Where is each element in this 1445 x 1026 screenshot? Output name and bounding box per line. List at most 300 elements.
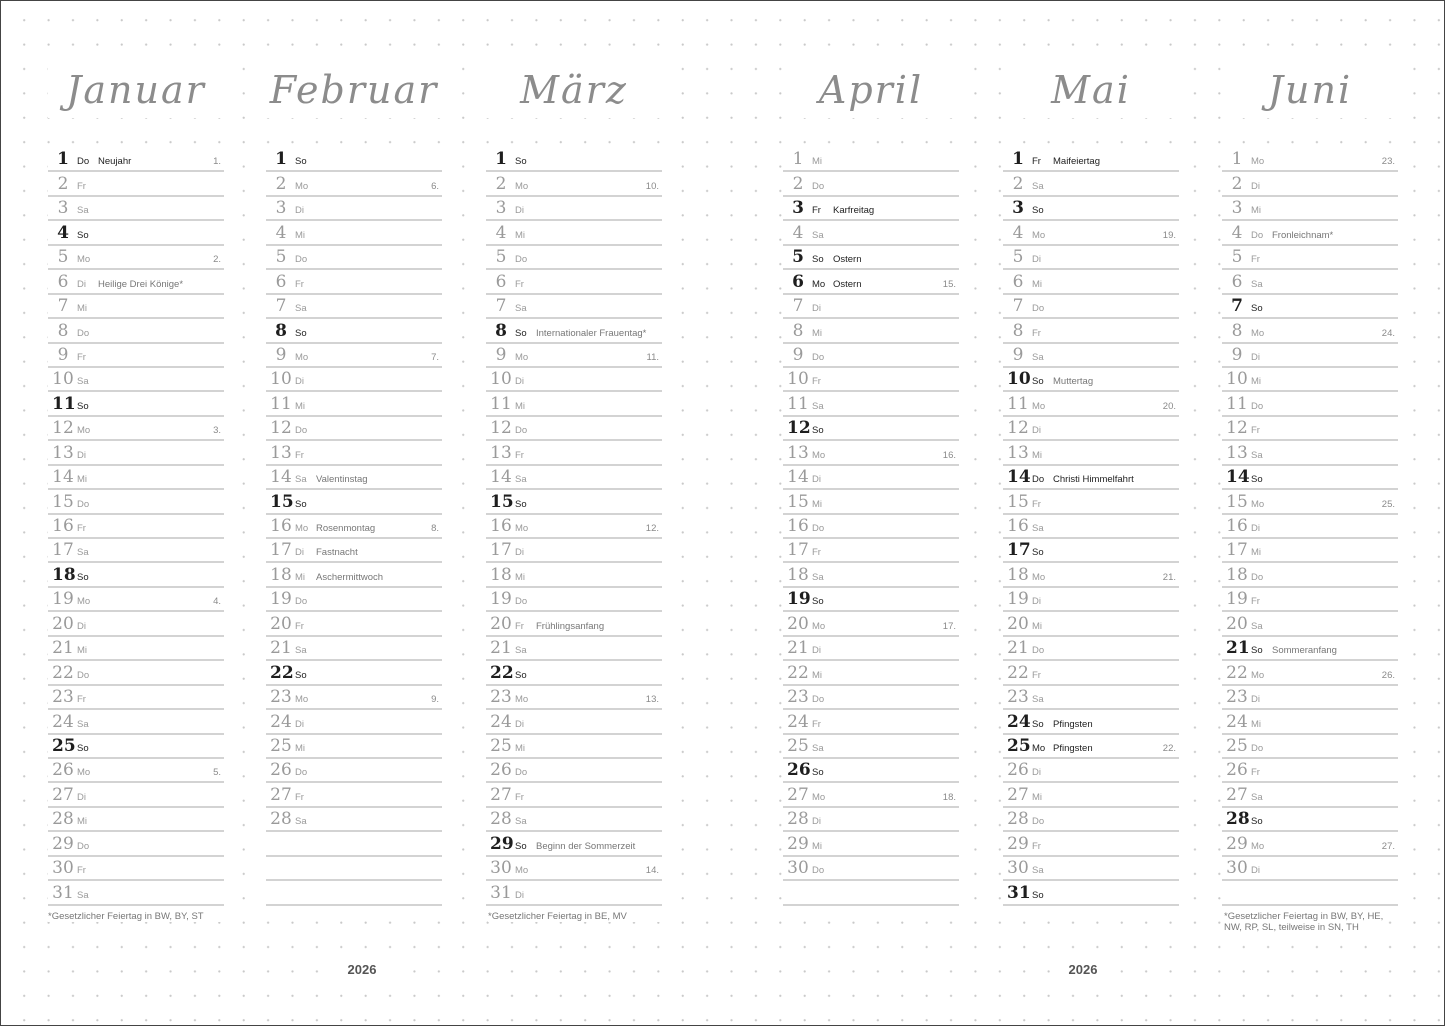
day-number: 24 [52, 711, 74, 732]
weekday-abbrev: Do [812, 180, 825, 192]
weekday-abbrev: Fr [1032, 327, 1041, 339]
day-row [486, 588, 662, 612]
weekday-abbrev: Do [515, 425, 528, 437]
day-number: 10 [270, 369, 292, 390]
day-number: 27 [52, 784, 74, 805]
day-number: 24 [490, 711, 512, 732]
day-row [783, 563, 959, 587]
weekday-abbrev: Mo [1032, 571, 1046, 583]
day-number: 7 [495, 296, 507, 317]
day-row [266, 612, 442, 636]
day-row [1003, 832, 1179, 856]
day-number: 1 [495, 149, 507, 170]
weekday-abbrev: Mo [515, 865, 529, 877]
weekday-abbrev: Fr [77, 865, 86, 877]
day-number: 20 [52, 613, 74, 634]
day-number: 15 [1007, 491, 1029, 512]
holiday-label: Fastnacht [316, 547, 358, 559]
day-number: 26 [1226, 760, 1248, 781]
day-number: 10 [490, 369, 512, 390]
day-number: 8 [495, 320, 507, 341]
day-number: 26 [490, 760, 512, 781]
weekday-abbrev: Mo [295, 351, 309, 363]
day-row [48, 246, 224, 270]
day-number: 2 [57, 173, 69, 194]
day-row [48, 515, 224, 539]
day-number: 9 [1012, 344, 1024, 365]
day-number: 22 [52, 662, 74, 683]
day-number: 19 [787, 589, 811, 610]
weekday-abbrev: Mi [812, 156, 823, 168]
weekday-abbrev: Di [295, 718, 304, 730]
weekday-abbrev: So [812, 767, 824, 779]
day-number: 23 [787, 687, 809, 708]
day-number: 12 [490, 418, 512, 439]
day-row [783, 246, 959, 270]
weekday-abbrev: Do [1251, 742, 1264, 754]
day-row [1222, 441, 1398, 465]
day-row [266, 246, 442, 270]
weekday-abbrev: Mi [1251, 376, 1262, 388]
weekday-abbrev: Mi [295, 742, 306, 754]
holiday-label: Sommeranfang [1272, 645, 1337, 657]
weekday-abbrev: Sa [77, 376, 89, 388]
day-row [1222, 392, 1398, 416]
day-row [266, 490, 442, 514]
day-row [1222, 637, 1398, 661]
weekday-abbrev: So [295, 669, 307, 681]
day-row [1222, 612, 1398, 636]
day-row [486, 270, 662, 294]
day-row [1003, 881, 1179, 905]
weekday-abbrev: Mo [295, 523, 309, 534]
weekday-abbrev: Do [77, 840, 90, 852]
weekday-abbrev: Do [1251, 400, 1264, 412]
weekday-abbrev: Mi [812, 498, 823, 510]
day-row [1222, 344, 1398, 368]
day-number: 2 [495, 173, 507, 194]
week-number: 23. [1381, 156, 1395, 168]
day-row [48, 197, 224, 221]
day-row [486, 392, 662, 416]
day-number: 30 [52, 858, 74, 879]
week-number: 16. [942, 449, 956, 461]
holiday-label: Fronleichnam* [1272, 229, 1334, 241]
day-list [783, 148, 959, 906]
day-row [266, 637, 442, 661]
weekday-abbrev: Di [515, 547, 524, 559]
day-row [1003, 221, 1179, 245]
day-row [48, 344, 224, 368]
weekday-abbrev: Sa [515, 303, 527, 315]
weekday-abbrev: Mi [1251, 205, 1262, 217]
day-row [783, 637, 959, 661]
day-row [48, 295, 224, 319]
day-number: 30 [1226, 858, 1248, 879]
day-list [1003, 148, 1179, 906]
day-row [486, 881, 662, 905]
weekday-abbrev: Do [1251, 571, 1264, 583]
day-row [48, 612, 224, 636]
week-number: 13. [645, 694, 659, 706]
weekday-abbrev: Do [295, 767, 308, 779]
day-row [48, 539, 224, 563]
month-title: Mai [1003, 62, 1179, 118]
day-number: 27 [490, 784, 512, 805]
day-row [266, 515, 442, 539]
day-row [783, 661, 959, 685]
day-row [1003, 637, 1179, 661]
day-row [783, 221, 959, 245]
day-number: 22 [490, 662, 514, 683]
day-number: 4 [1231, 222, 1243, 243]
day-row [266, 881, 442, 905]
weekday-abbrev: Sa [515, 474, 527, 486]
day-row [1003, 539, 1179, 563]
day-row [1222, 857, 1398, 881]
weekday-abbrev: Fr [77, 351, 86, 363]
day-row [266, 197, 442, 221]
day-row [783, 466, 959, 490]
day-row [1222, 368, 1398, 392]
weekday-abbrev: Fr [515, 278, 524, 290]
weekday-abbrev: So [515, 669, 527, 681]
day-row [48, 783, 224, 807]
weekday-abbrev: Do [515, 767, 528, 779]
weekday-abbrev: Mi [812, 327, 823, 339]
day-row [48, 172, 224, 196]
day-number: 18 [490, 564, 512, 585]
weekday-abbrev: So [1251, 303, 1263, 315]
day-row [1003, 246, 1179, 270]
day-number: 12 [787, 418, 811, 439]
day-row [1222, 808, 1398, 832]
day-number: 24 [787, 711, 809, 732]
day-number: 10 [1226, 369, 1248, 390]
day-row [1222, 686, 1398, 710]
day-row [266, 857, 442, 881]
day-number: 16 [1226, 516, 1248, 536]
weekday-abbrev: Di [295, 205, 304, 217]
day-number: 25 [270, 735, 292, 756]
day-number: 23 [1007, 687, 1029, 708]
weekday-abbrev: So [77, 400, 89, 412]
day-number: 26 [787, 760, 811, 781]
holiday-label: Neujahr [98, 156, 132, 168]
weekday-abbrev: Do [1032, 303, 1045, 315]
weekday-abbrev: Mo [1251, 669, 1265, 681]
day-row [48, 417, 224, 441]
weekday-abbrev: Do [812, 694, 825, 706]
day-number: 17 [490, 540, 512, 561]
day-row [1222, 710, 1398, 734]
day-row [48, 686, 224, 710]
weekday-abbrev: Fr [1251, 425, 1260, 437]
day-number: 19 [52, 589, 74, 610]
weekday-abbrev: Fr [295, 278, 304, 290]
day-number: 29 [1007, 833, 1029, 854]
weekday-abbrev: Di [1251, 523, 1260, 534]
day-row [783, 515, 959, 539]
day-number: 30 [1007, 858, 1029, 879]
day-row [48, 808, 224, 832]
week-number: 10. [645, 180, 659, 192]
day-row [266, 417, 442, 441]
day-row [48, 563, 224, 587]
day-number: 10 [1007, 369, 1031, 390]
day-row [1222, 832, 1398, 856]
weekday-abbrev: Mo [515, 694, 529, 706]
day-row [48, 881, 224, 905]
day-row [1222, 246, 1398, 270]
day-row [266, 270, 442, 294]
day-number: 28 [1007, 809, 1029, 830]
weekday-abbrev: Fr [1251, 596, 1260, 608]
weekday-abbrev: Mi [1032, 449, 1043, 461]
day-row [266, 148, 442, 172]
weekday-abbrev: Fr [77, 694, 86, 706]
day-number: 15 [787, 491, 809, 512]
weekday-abbrev: Fr [515, 449, 524, 461]
holiday-label: Pfingsten [1053, 742, 1093, 754]
day-number: 11 [52, 393, 76, 414]
week-number: 25. [1381, 498, 1395, 510]
day-row [486, 319, 662, 343]
weekday-abbrev: Do [295, 254, 308, 266]
day-number: 6 [495, 271, 507, 292]
day-number: 12 [1226, 418, 1248, 439]
weekday-abbrev: Di [77, 620, 86, 632]
weekday-abbrev: Fr [1032, 156, 1041, 168]
weekday-abbrev: So [812, 596, 824, 608]
weekday-abbrev: Mi [77, 303, 88, 315]
day-row [266, 539, 442, 563]
holiday-label: Maifeiertag [1053, 156, 1100, 168]
weekday-abbrev: Di [1251, 351, 1260, 363]
day-row [1222, 221, 1398, 245]
weekday-abbrev: Mo [515, 523, 529, 534]
weekday-abbrev: Do [812, 523, 825, 534]
day-row [783, 539, 959, 563]
day-number: 4 [495, 222, 507, 243]
day-row [1003, 515, 1179, 539]
day-row [783, 832, 959, 856]
day-row [486, 710, 662, 734]
day-row [266, 295, 442, 319]
day-row [1222, 881, 1398, 905]
day-row [486, 295, 662, 319]
day-row [486, 197, 662, 221]
day-number: 13 [270, 442, 292, 463]
weekday-abbrev: Do [77, 327, 90, 339]
day-number: 14 [787, 467, 809, 488]
day-number: 24 [1226, 711, 1248, 732]
day-row [1003, 588, 1179, 612]
day-row [1003, 319, 1179, 343]
holiday-label: Pfingsten [1053, 718, 1093, 730]
weekday-abbrev: Do [812, 865, 825, 877]
day-number: 28 [490, 809, 512, 830]
day-row [783, 808, 959, 832]
day-number: 14 [490, 467, 512, 488]
week-number: 21. [1162, 571, 1176, 583]
weekday-abbrev: Di [1251, 694, 1260, 706]
day-number: 9 [1231, 344, 1243, 365]
day-number: 28 [270, 809, 292, 830]
day-row [266, 441, 442, 465]
day-row [1222, 466, 1398, 490]
day-row [48, 759, 224, 783]
day-row [1222, 661, 1398, 685]
weekday-abbrev: Fr [812, 547, 821, 559]
day-row [1222, 490, 1398, 514]
weekday-abbrev: Di [515, 205, 524, 217]
day-number: 6 [1231, 271, 1243, 292]
weekday-abbrev: Mo [1251, 840, 1265, 852]
weekday-abbrev: Mi [1032, 791, 1043, 803]
page-gutter [716, 0, 728, 1026]
day-row [486, 857, 662, 881]
holiday-label: Frühlingsanfang [536, 620, 605, 632]
weekday-abbrev: So [77, 571, 89, 583]
weekday-abbrev: So [812, 254, 824, 266]
day-number: 21 [270, 638, 292, 659]
weekday-abbrev: Di [1032, 254, 1041, 266]
weekday-abbrev: Sa [812, 571, 824, 583]
day-row [48, 735, 224, 759]
weekday-abbrev: Sa [1032, 523, 1044, 534]
day-row [783, 295, 959, 319]
day-row [486, 148, 662, 172]
holiday-label: Rosenmontag [316, 523, 376, 534]
weekday-abbrev: So [1032, 718, 1044, 730]
day-number: 31 [52, 882, 74, 903]
day-row [783, 148, 959, 172]
weekday-abbrev: Di [77, 791, 86, 803]
day-number: 18 [1007, 564, 1029, 585]
week-number: 27. [1381, 840, 1395, 852]
weekday-abbrev: Mo [1251, 156, 1265, 168]
day-number: 28 [1226, 809, 1250, 830]
day-number: 12 [52, 418, 74, 439]
day-row [783, 735, 959, 759]
week-number: 12. [645, 523, 659, 534]
weekday-abbrev: Fr [812, 205, 821, 217]
day-row [783, 490, 959, 514]
month-title: Januar [48, 62, 224, 118]
week-number: 22. [1162, 742, 1176, 754]
day-number: 21 [490, 638, 512, 659]
day-row [266, 563, 442, 587]
weekday-abbrev: Fr [295, 620, 304, 632]
weekday-abbrev: So [1032, 547, 1044, 559]
day-number: 8 [1231, 320, 1243, 341]
weekday-abbrev: Mi [1032, 278, 1043, 290]
week-number: 1. [213, 156, 221, 168]
day-number: 21 [787, 638, 809, 659]
weekday-abbrev: Di [1032, 596, 1041, 608]
week-number: 6. [431, 180, 439, 192]
day-row [1222, 172, 1398, 196]
day-list [486, 148, 662, 906]
day-row [1003, 148, 1179, 172]
day-number: 31 [490, 882, 512, 903]
weekday-abbrev: So [295, 327, 307, 339]
day-number: 17 [787, 540, 809, 561]
day-row [1003, 295, 1179, 319]
weekday-abbrev: Sa [295, 303, 307, 315]
day-number: 9 [57, 344, 69, 365]
weekday-abbrev: Do [515, 254, 528, 266]
week-number: 7. [431, 351, 439, 363]
day-number: 19 [1226, 589, 1248, 610]
day-number: 3 [792, 198, 804, 219]
holiday-label: Ostern [833, 254, 862, 266]
day-number: 1 [57, 149, 69, 170]
day-row [1222, 563, 1398, 587]
day-number: 7 [275, 296, 287, 317]
day-number: 13 [787, 442, 809, 463]
day-row [486, 759, 662, 783]
weekday-abbrev: So [1251, 474, 1263, 486]
day-number: 26 [270, 760, 292, 781]
week-number: 4. [213, 596, 221, 608]
day-row [783, 857, 959, 881]
day-row [486, 344, 662, 368]
month-title: Februar [266, 62, 442, 118]
day-number: 8 [57, 320, 69, 341]
day-row [783, 197, 959, 221]
day-number: 2 [1012, 173, 1024, 194]
weekday-abbrev: Di [295, 376, 304, 388]
weekday-abbrev: Sa [77, 547, 89, 559]
weekday-abbrev: Fr [515, 791, 524, 803]
weekday-abbrev: Sa [77, 718, 89, 730]
day-row [48, 490, 224, 514]
day-number: 9 [275, 344, 287, 365]
weekday-abbrev: Mi [77, 474, 88, 486]
month-title: März [486, 62, 662, 118]
weekday-abbrev: Mo [1251, 498, 1265, 510]
day-row [783, 368, 959, 392]
day-number: 5 [275, 247, 287, 268]
day-number: 11 [490, 393, 512, 414]
weekday-abbrev: Mo [1032, 400, 1046, 412]
day-row [48, 319, 224, 343]
day-number: 17 [1007, 540, 1031, 561]
day-number: 21 [52, 638, 74, 659]
day-number: 9 [495, 344, 507, 365]
day-number: 12 [270, 418, 292, 439]
day-number: 18 [1226, 564, 1248, 585]
day-row [48, 588, 224, 612]
week-number: 19. [1162, 229, 1176, 241]
day-number: 4 [275, 222, 287, 243]
day-number: 15 [52, 491, 74, 512]
day-number: 6 [1012, 271, 1024, 292]
day-row [1222, 417, 1398, 441]
weekday-abbrev: Mo [77, 596, 91, 608]
weekday-abbrev: Di [1032, 767, 1041, 779]
weekday-abbrev: Sa [812, 742, 824, 754]
holiday-label: Beginn der Sommerzeit [536, 840, 636, 852]
weekday-abbrev: Mo [1032, 742, 1046, 754]
weekday-abbrev: So [1251, 645, 1263, 657]
day-number: 3 [1231, 198, 1243, 219]
weekday-abbrev: Fr [1032, 669, 1041, 681]
weekday-abbrev: Sa [1251, 791, 1263, 803]
weekday-abbrev: Fr [515, 620, 524, 632]
